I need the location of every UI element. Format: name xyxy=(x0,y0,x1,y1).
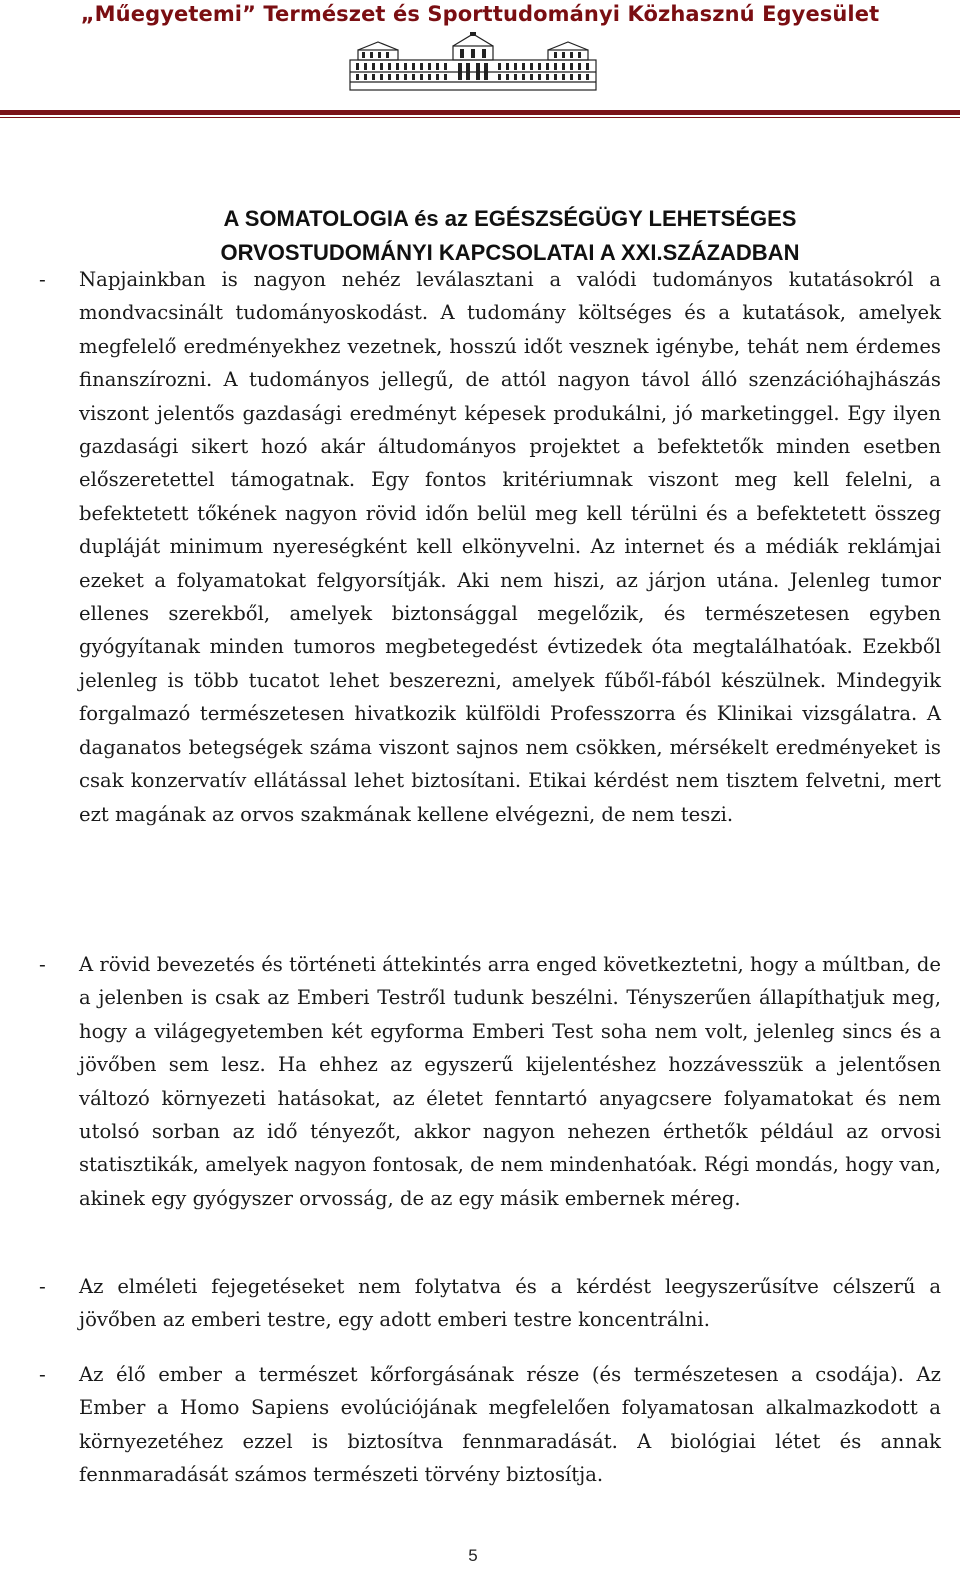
document-title-line-1: A SOMATOLOGIA és az EGÉSZSÉGÜGY LEHETSÉGES xyxy=(223,206,797,231)
header-divider-thick xyxy=(0,110,960,115)
university-building-logo xyxy=(348,32,598,92)
paragraph: Az élő ember a természet kőrforgásának része (és természetesen a csodája). Az Ember a Homo Sapiens evolúciójának megfelelően folyamatosan alkalmazkodott a környezetéhez ezzel is biztosítva fennmaradását. A biológiai létet és annak fennmaradását számos természeti törvény biztosítja. xyxy=(79,1363,941,1487)
paragraph: Az elméleti fejegetéseket nem folytatva és a kérdést leegyszerűsítve célszerű a jövőben az emberi testre, egy adott emberi testre koncentrálni. xyxy=(79,1275,941,1332)
paragraph: Napjainkban is nagyon nehéz leválasztani a valódi tudományos kutatásokról a mondvacsinált tudományoskodást. A tudomány költséges és a kutatások, amelyek megfelelő eredményekhez vezetnek, hosszú időt vesznek igénybe, tehát nem érdemes finanszírozni. A tudományos jellegű, de attól nagyon távol álló szenzációhajhászás viszont jelentős gazdasági eredményt képesek produkálni, jó marketinggel. Egy ilyen gazdasági sikert hozó akár áltudományos projektet a befektetők minden esetben előszeretettel támogatnak. Egy fontos kritériumnak viszont meg kell felelni, a befektetett tőkének nagyon rövid időn belül meg kell térülni és a befektetett összeg dupláját minimum nyereségként kell elkönyvelni. Az internet és a médiák reklámjai ezeket a folyamatokat felgyorsítják. Aki nem hiszi, az járjon utána. Jelenleg tumor ellenes szerekből, amelyek biztonsággal megelőzik, és természetesen egyben gyógyítanak minden tumoros megbetegedést évtizedek óta megtalálhatóak. Ezekből jelenleg is több tucatot lehet beszerezni, amelyek fűből-fából készülnek. Mindegyik forgalmazó természetesen hivatkozik külföldi Professzorra és Klinikai vizsgálatra. A daganatos betegségek száma viszont sajnos nem csökken, mérsékelt eredményeket is csak konzervatív ellátással lehet biztosítani. Etikai kérdést nem tisztem felvetni, mert ezt magának az orvos szakmának kellene elvégezni, de nem teszi. xyxy=(79,268,941,826)
bullet-dash: - xyxy=(39,1362,46,1386)
organization-header: „Műegyetemi” Természet és Sporttudományi Közhasznú Egyesület xyxy=(80,2,880,26)
bullet-dash: - xyxy=(39,1274,46,1298)
page-number: 5 xyxy=(468,1546,478,1565)
bullet-dash: - xyxy=(39,267,46,291)
header-divider-thin xyxy=(0,117,960,118)
paragraph: A rövid bevezetés és történeti áttekintés arra enged következtetni, hogy a múltban, de a jelenben is csak az Emberi Testről tudunk beszélni. Tényszerűen állapíthatjuk meg, hogy a világegyetemben két egyforma Emberi Test soha nem volt, jelenleg sincs és a jövőben sem lesz. Ha ehhez az egyszerű kijelentéshez hozzávesszük a jelentősen változó környezeti hatásokat, az életet fenntartó anyagcsere folyamatokat és nem utolsó sorban az idő tényezőt, akkor nagyon nehezen érthetők például az orvosi statisztikák, amelyek nagyon fontosak, de nem mindenhatóak. Régi mondás, hogy van, akinek egy gyógyszer orvosság, de az egy másik embernek méreg. xyxy=(79,953,941,1210)
bullet-dash: - xyxy=(39,952,46,976)
document-title-line-2: ORVOSTUDOMÁNYI KAPCSOLATAI A XXI.SZÁZADBAN xyxy=(220,240,800,265)
